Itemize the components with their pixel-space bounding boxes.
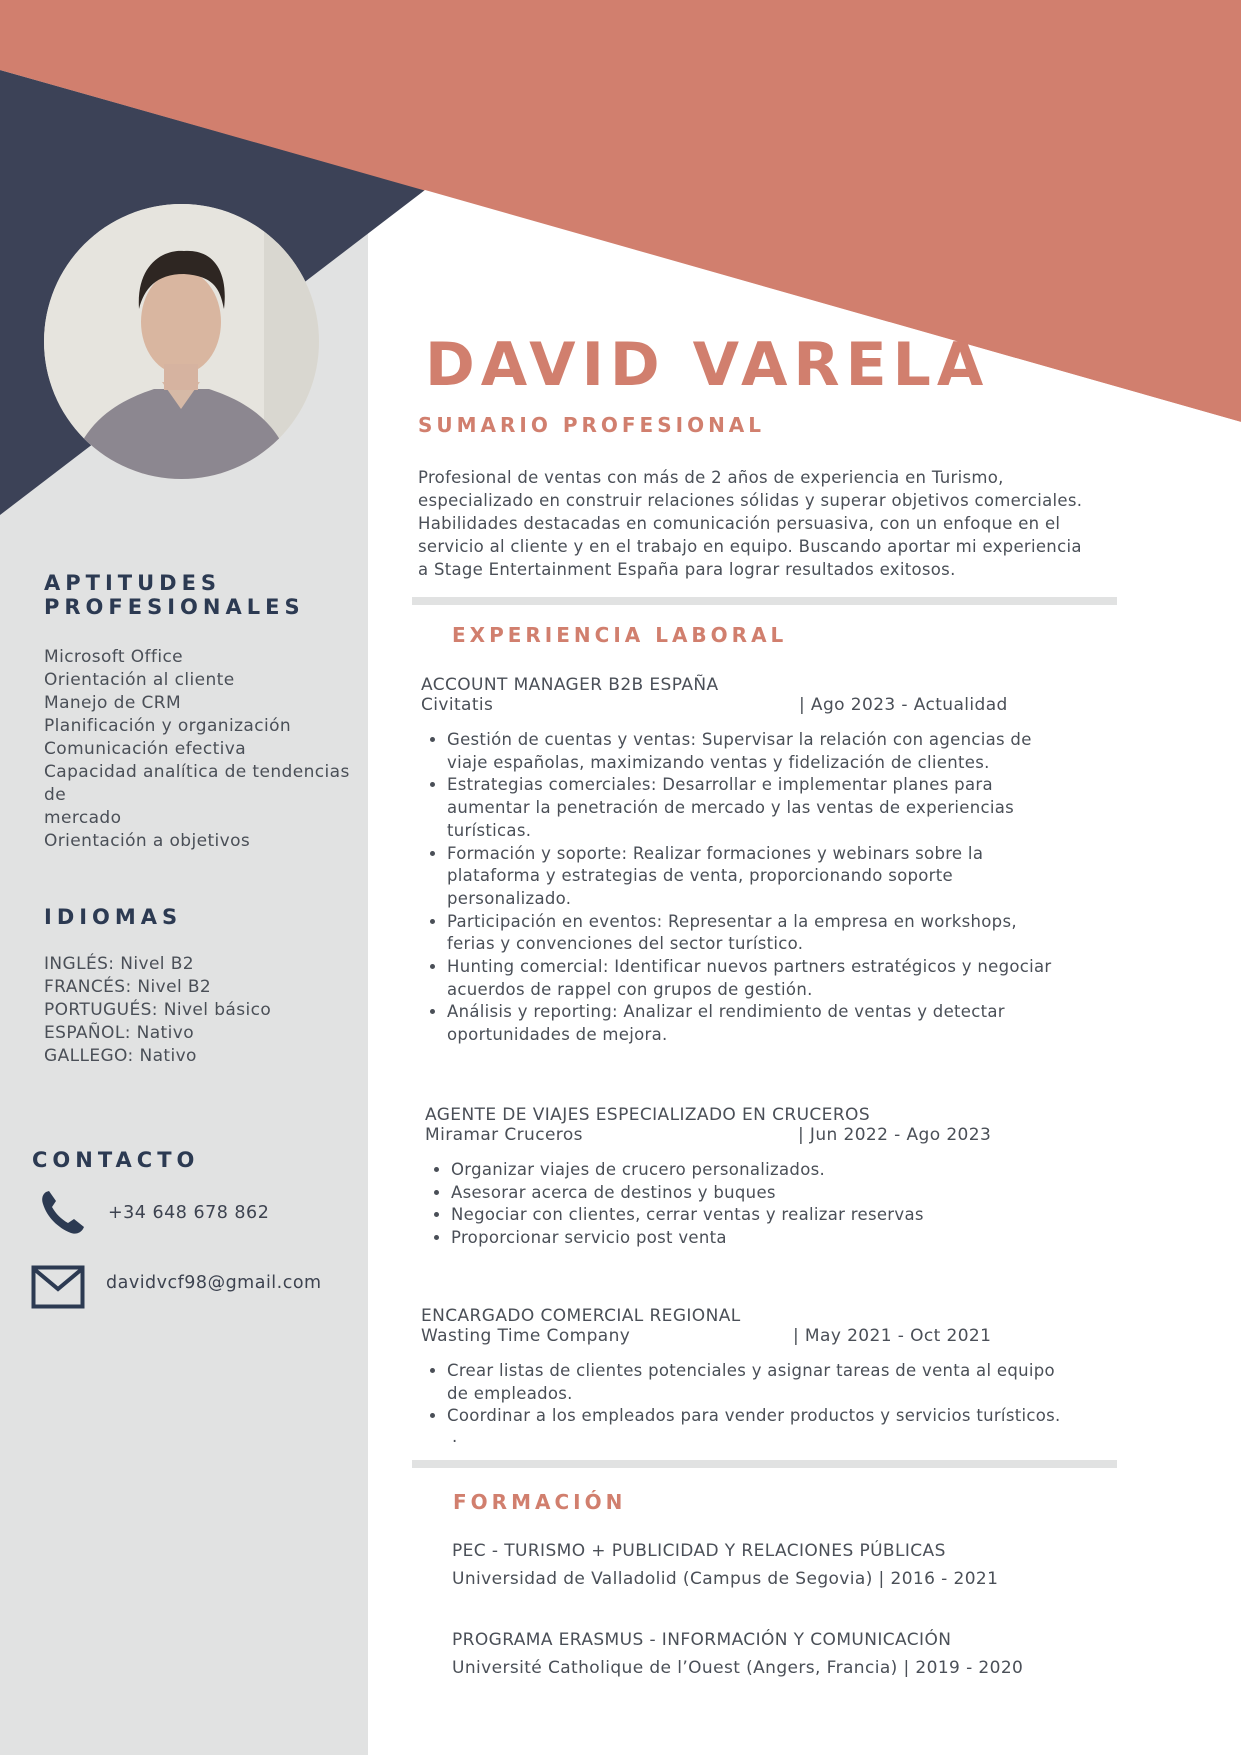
job-bullet: • Organizar viajes de crucero personalizados. [451,1159,1125,1182]
summary-line: a Stage Entertainment España para lograr resultados exitosos. [418,560,956,579]
portrait-illustration [44,204,319,479]
envelope-icon [31,1265,85,1309]
bullet-line: personalizado. [447,888,572,908]
phone-row[interactable] [38,1188,269,1238]
bullet-line: acuerdos de rappel con grupos de gestión. [447,979,813,999]
skills-heading-line2: PROFESIONALES [44,595,305,619]
contact-heading: CONTACTO [32,1148,200,1172]
education-degree: PEC - TURISMO + PUBLICIDAD Y RELACIONES PÚBLICAS [452,1541,946,1561]
bullet-line: turísticas. [447,820,532,840]
job-meta [425,1125,1125,1149]
bullet-line: viaje españolas, maximizando ventas y fidelización de clientes. [447,752,990,772]
education-school: Universidad de Valladolid (Campus de Segovia) | 2016 - 2021 [452,1569,999,1589]
bullet-line: de empleados. [447,1383,573,1403]
education-degree: PROGRAMA ERASMUS - INFORMACIÓN Y COMUNICACIÓN [452,1630,952,1650]
job-bullet [447,729,1121,774]
language-item: ESPAÑOL: Nativo [44,1023,195,1043]
language-item: FRANCÉS: Nivel B2 [44,977,212,997]
job-dates: | May 2021 - Oct 2021 [793,1326,992,1346]
language-item: INGLÉS: Nivel B2 [44,954,195,974]
bullet-line: ferias y convenciones del sector turístico. [447,934,804,954]
skill-item: Orientación a objetivos [44,831,251,851]
summary-line: Habilidades destacadas en comunicación persuasiva, con un enfoque en el [418,514,1061,533]
job-title: ACCOUNT MANAGER B2B ESPAÑA [421,675,719,695]
bullet-line: Formación y soporte: Realizar formaciones y webinars sobre la [447,843,984,863]
bullet-line: plataforma y estrategias de venta, proporcionando soporte [447,866,953,886]
education-entry [452,1630,1172,1678]
education-heading: FORMACIÓN [453,1490,627,1514]
trailing-mark: . [452,1427,458,1447]
profile-photo [44,204,319,479]
job-dates: | Ago 2023 - Actualidad [799,695,1008,715]
job-bullet [447,774,1121,842]
job-bullets [425,1159,1125,1250]
job-bullet [447,911,1121,956]
skills-heading [44,571,364,619]
bullet-line: aumentar la penetración de mercado y las ventas de experiencias [447,798,1015,818]
job-title: AGENTE DE VIAJES ESPECIALIZADO EN CRUCEROS [425,1105,871,1125]
summary-text [418,466,1108,581]
job-entry [421,675,1121,1047]
bullet-line: Estrategias comerciales: Desarrollar e implementar planes para [447,775,993,795]
experience-heading: EXPERIENCIA LABORAL [452,623,788,647]
bullet-line: Gestión de cuentas y ventas: Supervisar la relación con agencias de [447,730,1032,749]
job-bullet: • Asesorar acerca de destinos y buques [451,1182,1125,1205]
job-bullet [447,843,1121,911]
phone-icon [38,1188,88,1238]
job-bullet: • Coordinar a los empleados para vender productos y servicios turísticos. [447,1405,1121,1428]
summary-line: Profesional de ventas con más de 2 años de experiencia en Turismo, [418,468,1004,487]
phone-number: +34 648 678 862 [108,1203,270,1223]
job-bullet [447,1360,1121,1405]
skill-item: Planificación y organización [44,716,292,736]
job-bullet [447,956,1121,1001]
job-bullets [421,729,1121,1047]
job-bullet [447,1001,1121,1046]
section-divider [412,597,1117,605]
job-meta [421,695,1121,719]
skill-item: Capacidad analítica de tendencias de [44,762,350,805]
skills-section [44,571,364,853]
section-divider [412,1460,1117,1468]
skill-item: mercado [44,808,122,828]
bullet-line: Crear listas de clientes potenciales y asignar tareas de venta al equipo [447,1361,1055,1380]
skill-item: Comunicación efectiva [44,739,247,759]
languages-list [44,953,364,1068]
languages-section [44,905,364,1068]
email-row[interactable] [31,1265,322,1309]
skill-item: Orientación al cliente [44,670,235,690]
job-bullets [421,1360,1121,1428]
education-school: Université Catholique de l’Ouest (Angers, Francia) | 2019 - 2020 [452,1658,1024,1678]
summary-line: especializado en construir relaciones sólidas y superar objetivos comerciales. [418,491,1083,510]
skills-list [44,646,364,853]
email-address: davidvcf98@gmail.com [106,1273,322,1293]
job-title: ENCARGADO COMERCIAL REGIONAL [421,1306,741,1326]
job-meta [421,1326,1121,1350]
job-bullet: • Proporcionar servicio post venta [451,1227,1125,1250]
candidate-name: DAVID VARELA [425,330,990,400]
bullet-line: oportunidades de mejora. [447,1025,668,1045]
skill-item: Manejo de CRM [44,693,182,713]
language-item: GALLEGO: Nativo [44,1046,197,1066]
job-company: Civitatis [421,695,494,715]
job-dates: | Jun 2022 - Ago 2023 [798,1125,992,1145]
bullet-line: Análisis y reporting: Analizar el rendimiento de ventas y detectar [447,1002,1005,1022]
bullet-line: Participación en eventos: Representar a la empresa en workshops, [447,911,1017,931]
summary-line: servicio al cliente y en el trabajo en equipo. Buscando aportar mi experiencia [418,537,1082,556]
bullet-line: Hunting comercial: Identificar nuevos partners estratégicos y negociar [447,957,1052,977]
job-company: Miramar Cruceros [425,1125,583,1145]
skills-heading-line1: APTITUDES [44,571,222,595]
summary-heading: SUMARIO PROFESIONAL [418,413,766,437]
job-bullet: • Negociar con clientes, cerrar ventas y realizar reservas [451,1204,1125,1227]
job-company: Wasting Time Company [421,1326,631,1346]
job-entry [425,1105,1125,1250]
language-item: PORTUGUÉS: Nivel básico [44,1000,272,1020]
job-entry [421,1306,1121,1446]
languages-heading: IDIOMAS [44,905,183,929]
education-entry [452,1541,1172,1589]
skill-item: Microsoft Office [44,647,184,667]
